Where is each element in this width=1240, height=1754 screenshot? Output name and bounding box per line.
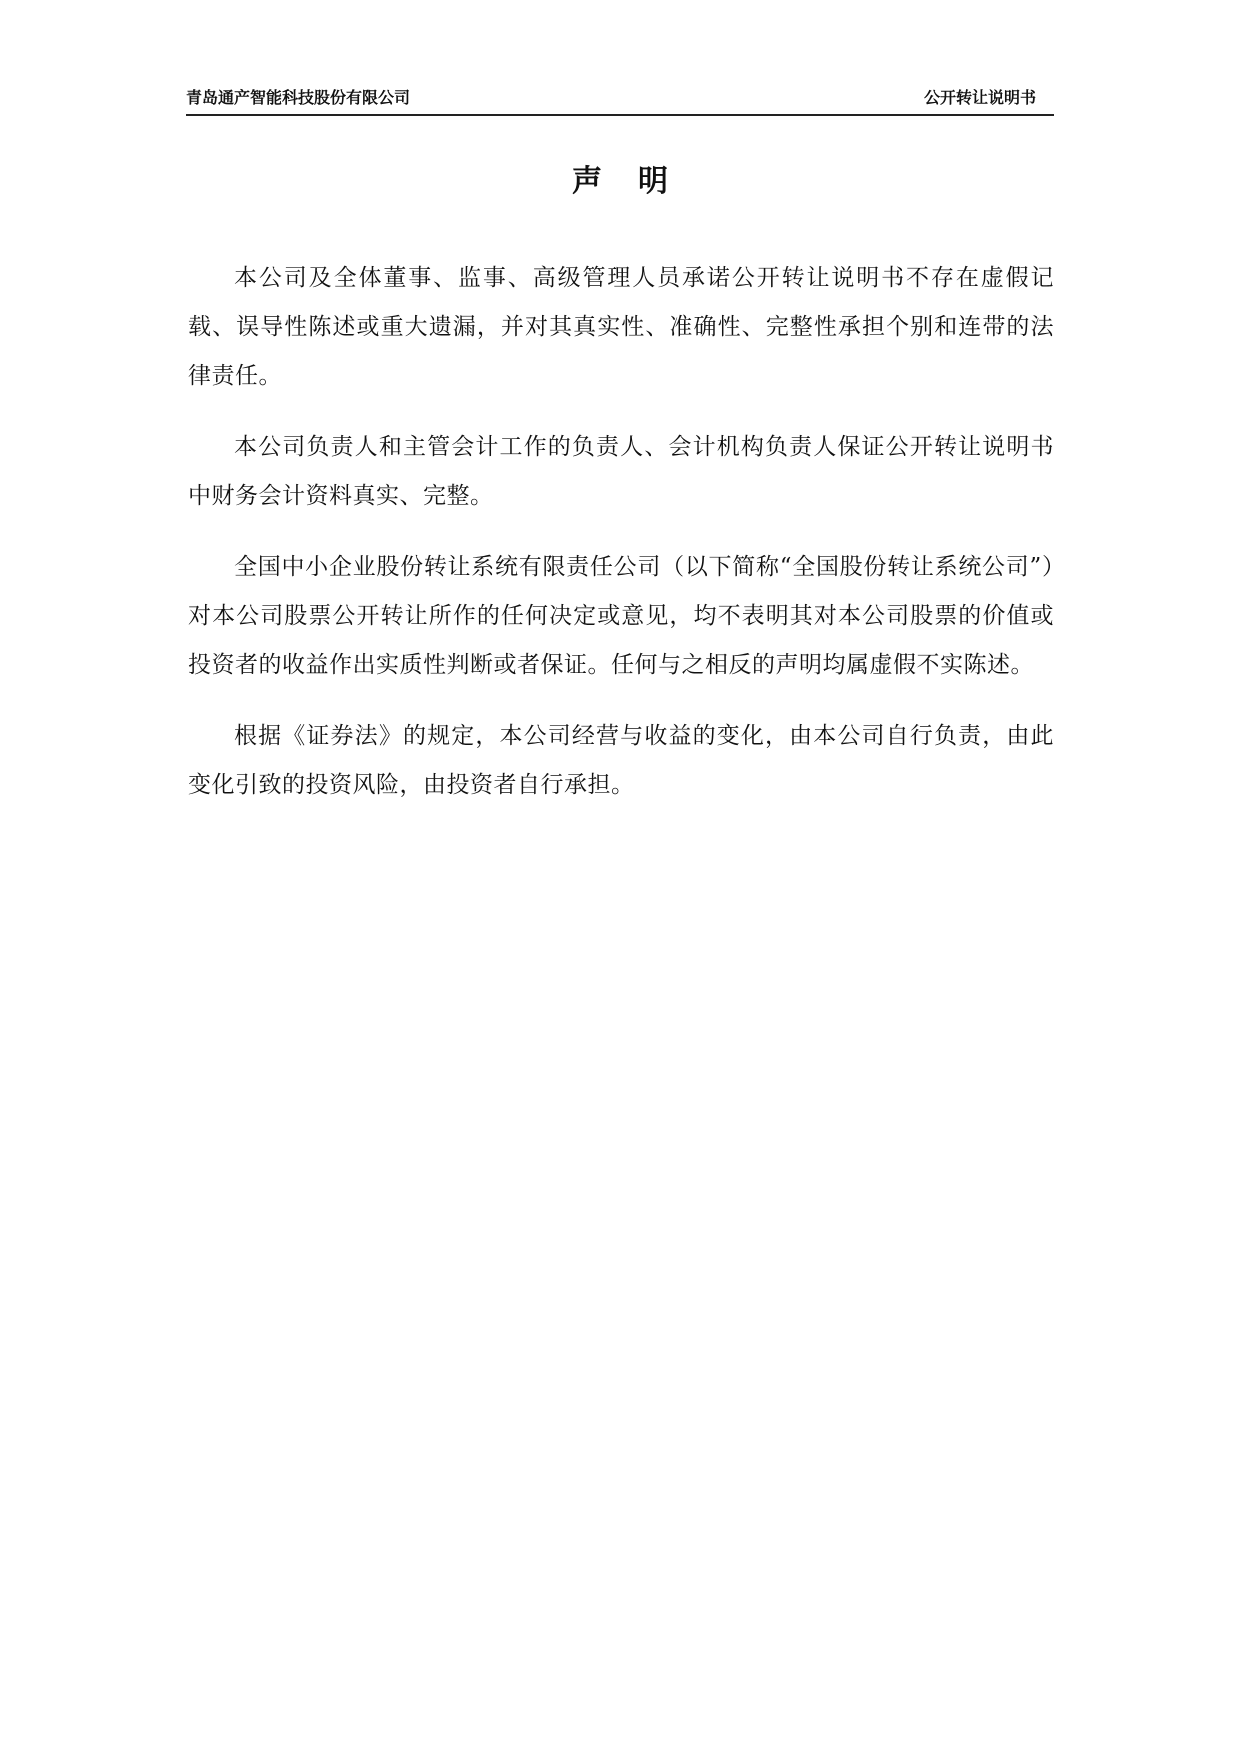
page-title: 声明: [572, 164, 704, 199]
declaration-body: [188, 254, 1054, 832]
declaration-paragraph: 全国中小企业股份转让系统有限责任公司（以下简称“全国股份转让系统公司”）对本公司股票公开转让所作的任何决定或意见，均不表明其对本公司股票的价值或投资者的收益作出实质性判断或者保证。任何与之相反的声明均属虚假不实陈述。: [188, 554, 1054, 678]
header-document-type: 公开转让说明书: [923, 88, 1036, 107]
declaration-paragraph: 根据《证券法》的规定，本公司经营与收益的变化，由本公司自行负责，由此变化引致的投资风险，由投资者自行承担。: [188, 723, 1054, 798]
header-company-name: 青岛通产智能科技股份有限公司: [186, 88, 411, 107]
page-header: [186, 88, 1054, 116]
declaration-paragraph: 本公司及全体董事、监事、高级管理人员承诺公开转让说明书不存在虚假记载、误导性陈述或重大遗漏，并对其真实性、准确性、完整性承担个别和连带的法律责任。: [188, 265, 1054, 389]
declaration-paragraph: 本公司负责人和主管会计工作的负责人、会计机构负责人保证公开转让说明书中财务会计资料真实、完整。: [188, 434, 1054, 509]
